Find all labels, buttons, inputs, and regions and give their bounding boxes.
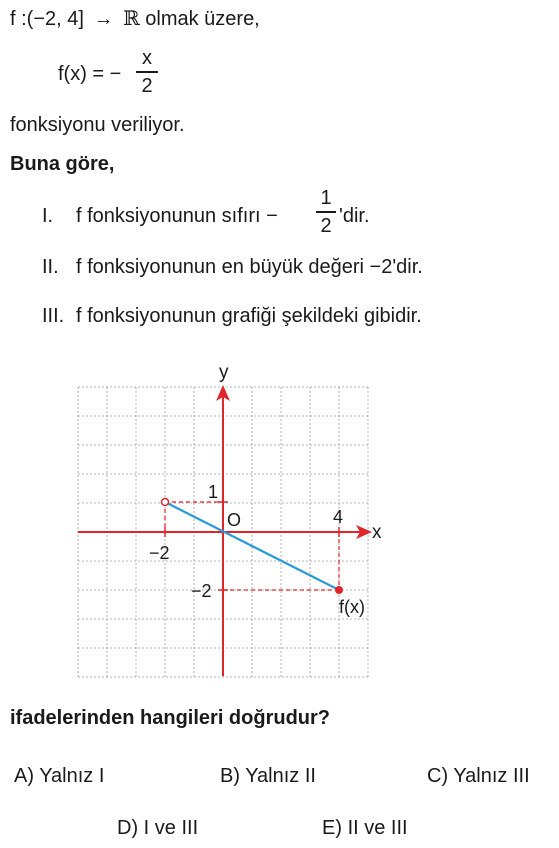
open-endpoint xyxy=(162,499,169,506)
statement-2 xyxy=(42,256,423,279)
tick-label-x-neg2: −2 xyxy=(149,543,170,563)
option-b-letter: B) xyxy=(220,765,240,787)
statement-1-text: f fonksiyonunun sıfırı − xyxy=(76,205,278,227)
option-b[interactable] xyxy=(220,765,316,788)
origin-label: O xyxy=(227,510,242,530)
x-axis-label: x xyxy=(372,522,382,543)
formula-denominator: 2 xyxy=(141,74,153,97)
statement-3-numeral: III. xyxy=(42,305,65,327)
option-e-text: II ve III xyxy=(347,817,408,839)
statement-1-denominator: 2 xyxy=(320,214,332,237)
statement-1-numerator: 1 xyxy=(320,187,332,209)
domain-statement xyxy=(10,6,260,31)
option-d-text: I ve III xyxy=(143,817,199,839)
question-prompt: ifadelerinden hangileri doğrudur? xyxy=(10,707,331,729)
arrow-icon: → xyxy=(93,8,114,30)
option-c[interactable] xyxy=(427,765,530,788)
option-b-text: Yalnız II xyxy=(245,765,316,787)
statement-1 xyxy=(42,205,278,228)
function-label: f(x) xyxy=(339,597,365,617)
option-d[interactable] xyxy=(117,817,198,840)
option-e[interactable] xyxy=(322,817,408,840)
tick-label-y-1: 1 xyxy=(208,482,219,502)
statement-1-numeral: I. xyxy=(42,205,54,227)
function-given-text: fonksiyonu veriliyor. xyxy=(10,114,185,136)
real-set-symbol: ℝ xyxy=(123,6,140,30)
statement-1-suffix: 'dir. xyxy=(339,205,370,227)
option-a-text: Yalnız I xyxy=(39,765,105,787)
option-c-letter: C) xyxy=(427,765,449,787)
formula-numerator: x xyxy=(142,47,152,69)
option-a-letter: A) xyxy=(14,765,34,787)
formula-fraction xyxy=(136,46,158,98)
domain-text: f :(−2, 4] xyxy=(10,8,84,30)
fraction-bar xyxy=(136,71,158,73)
statement-3 xyxy=(42,305,422,328)
closed-endpoint xyxy=(335,586,343,594)
lead-text: Buna göre, xyxy=(10,153,115,175)
fraction-bar xyxy=(316,211,336,213)
statement-3-text: f fonksiyonunun grafiği şekildeki gibidir. xyxy=(76,305,422,327)
option-e-letter: E) xyxy=(322,817,342,839)
option-d-letter: D) xyxy=(117,817,139,839)
statement-2-text: f fonksiyonunun en büyük değeri −2'dir. xyxy=(76,256,423,278)
option-c-text: Yalnız III xyxy=(453,765,530,787)
formula-lhs: f(x) = − xyxy=(58,63,122,85)
function-graph xyxy=(0,355,420,685)
tick-label-x-4: 4 xyxy=(333,507,344,527)
statement-2-numeral: II. xyxy=(42,256,59,278)
statement-1-fraction xyxy=(316,186,336,238)
tick-label-y-neg2: −2 xyxy=(191,581,212,601)
domain-suffix: olmak üzere, xyxy=(145,8,260,30)
option-a[interactable] xyxy=(14,765,104,788)
y-axis-label: y xyxy=(219,362,229,383)
